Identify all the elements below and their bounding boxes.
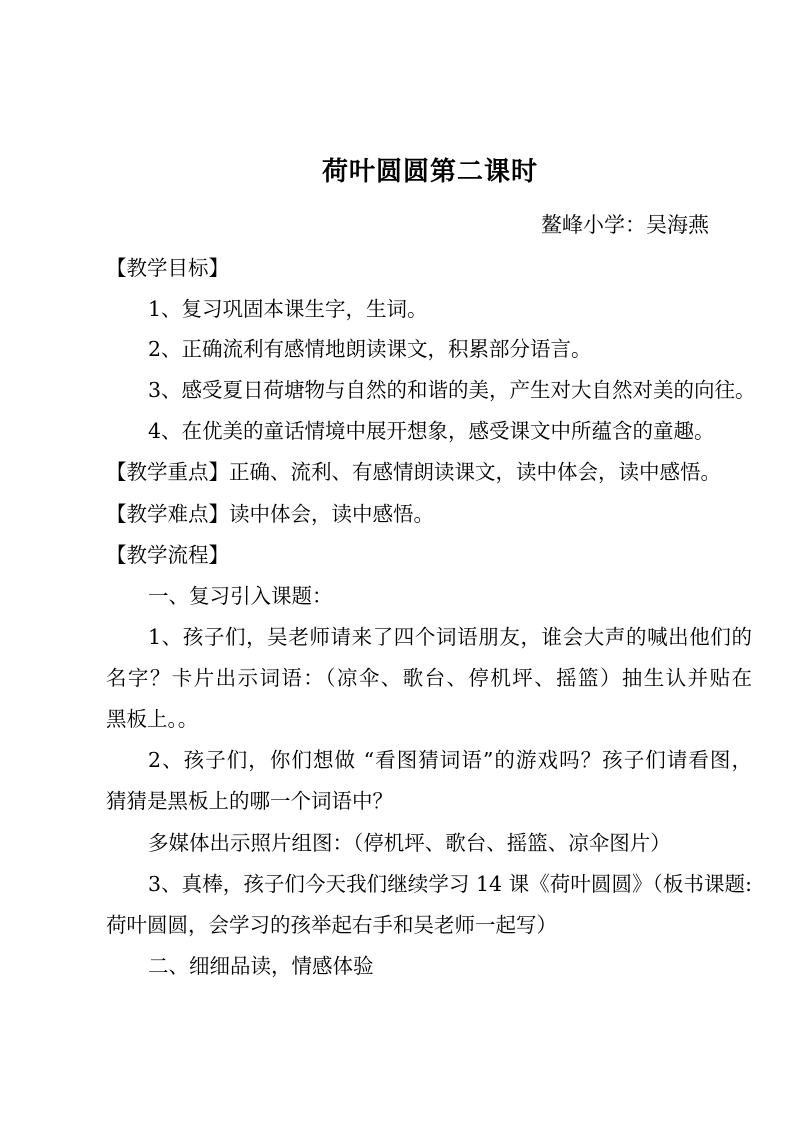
section-key-points: 【教学重点】正确、流利、有感情朗读课文，读中体会，读中感悟。 bbox=[106, 460, 721, 484]
section-heading-process: 【教学流程】 bbox=[106, 543, 229, 567]
paragraph-line: 2、孩子们，你们想做 “看图猜词语”的游戏吗？孩子们请看图， bbox=[148, 748, 752, 772]
objective-item: 4、在优美的童话情境中展开想象，感受课文中所蕴含的童趣。 bbox=[148, 419, 715, 443]
paragraph-line: 3、真棒，孩子们今天我们继续学习 14 课《荷叶圆圆》（板书课题: bbox=[148, 872, 752, 896]
paragraph-line: 荷叶圆圆，会学习的孩举起右手和吴老师一起写） bbox=[106, 913, 557, 937]
objective-item: 2、正确流利有感情地朗读课文，积累部分语言。 bbox=[148, 337, 592, 361]
objective-item: 3、感受夏日荷塘物与自然的和谐的美，产生对大自然对美的向往。 bbox=[148, 378, 756, 402]
process-step-heading: 二、细细品读，情感体验 bbox=[148, 954, 374, 978]
objective-item: 1、复习巩固本课生字，生词。 bbox=[148, 297, 428, 321]
process-step-heading: 一、复习引入课题： bbox=[148, 584, 333, 608]
author-line: 鳌峰小学：吴海燕 bbox=[541, 213, 709, 237]
document-title: 荷叶圆圆第二课时 bbox=[321, 157, 538, 187]
paragraph-line: 名字？卡片出示词语：（凉伞、歌台、停机坪、摇篮）抽生认并贴在 bbox=[106, 666, 752, 690]
paragraph-line: 黑板上。。 bbox=[106, 707, 199, 731]
section-difficulties: 【教学难点】读中体会，读中感悟。 bbox=[106, 502, 434, 526]
paragraph-line: 多媒体出示照片组图：（停机坪、歌台、摇篮、凉伞图片） bbox=[148, 831, 671, 855]
section-heading-objectives: 【教学目标】 bbox=[106, 256, 229, 280]
paragraph-line: 猜猜是黑板上的哪一个词语中？ bbox=[106, 789, 393, 813]
paragraph-line: 1、孩子们，吴老师请来了四个词语朋友，谁会大声的喊出他们的 bbox=[148, 625, 752, 649]
